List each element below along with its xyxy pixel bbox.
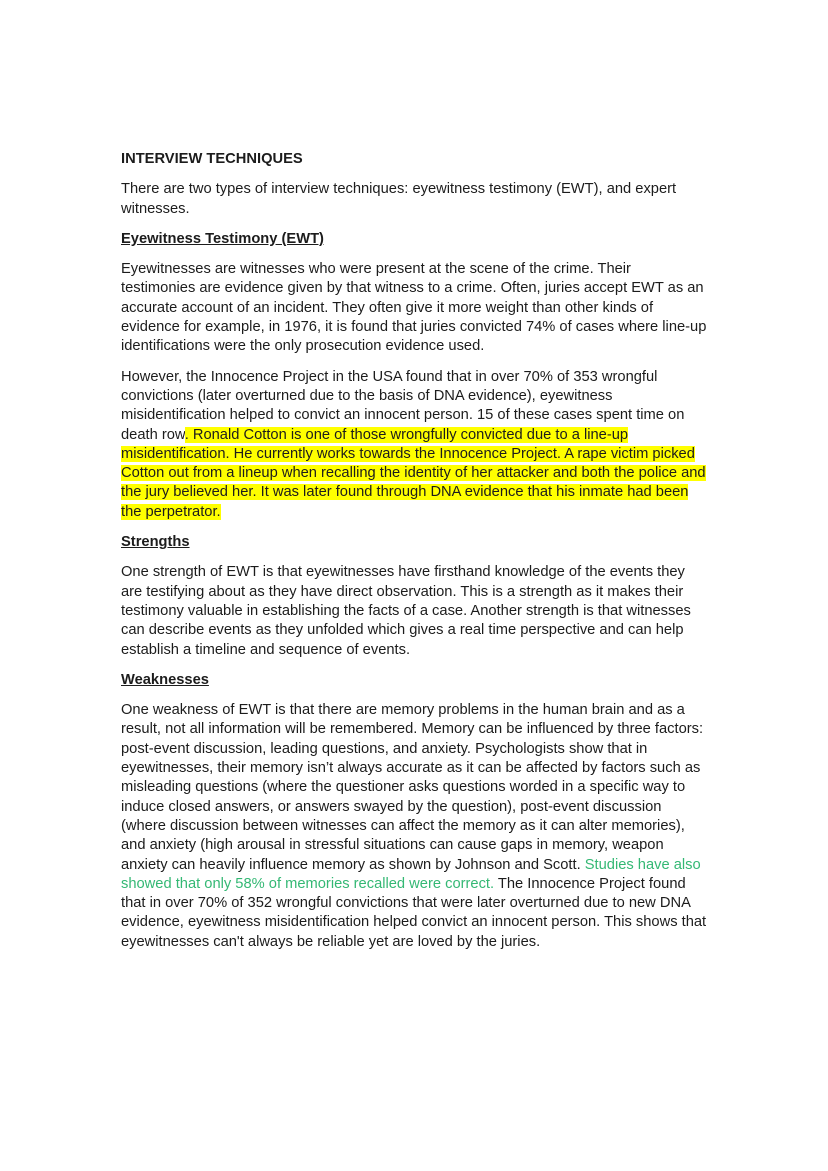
heading-weaknesses: Weaknesses (121, 671, 209, 688)
paragraph-strengths: One strength of EWT is that eyewitnesses have firsthand knowledge of the events they are testifying about as they have direct observation. This is a strength as it makes their testimony valuable in establishing the facts of a case. Another strength is that witnesses can describe events as they unfolded which gives a real time perspective and can help establish a timeline and sequence of events. (121, 564, 691, 658)
innocence-highlighted-text: . Ronald Cotton is one of those wrongfully convicted due to a line-up misidentification. He currently works towards the Innocence Project. A rape victim picked Cotton out from a lineup when recalling the identity of her attacker and both the police and the jury believed her. It was later found through DNA evidence that his inmate had been the perpetrator. (121, 426, 706, 520)
paragraph-weaknesses (121, 701, 708, 952)
paragraph-eyewitnesses: Eyewitnesses are witnesses who were present at the scene of the crime. Their testimonies are evidence given by that witness to a crime. Often, juries accept EWT as an accurate account of an incident. They often give it more weight than other kinds of evidence for example, in 1976, it is found that juries convicted 74% of cases where line-up identifications were the only prosecution evidence used. (121, 261, 707, 355)
weaknesses-text-after-green: The Innocence Project found that in over 70% of 352 wrongful convictions that were later overturned due to new DNA evidence, eyewitness misidentification helped convict an innocent person. This shows that eyewitnesses can't always be reliable yet are loved by the juries. (121, 875, 707, 950)
weaknesses-text-before-green: One weakness of EWT is that there are memory problems in the human brain and as a result, not all information will be remembered. Memory can be influenced by three factors: post-event discussion, leading questions, and anxiety. Psychologists show that in eyewitnesses, their memory isn’t always accurate as it can be affected by factors such as misleading questions (where the questioner asks questions worded in a specific way to induce closed answers, or answers swayed by the question), post-event discussion (where discussion between witnesses can affect the memory as it can alter memories), and anxiety (high arousal in stressful situations can cause gaps in memory, weapon anxiety can heavily influence memory as shown by Johnson and Scott. (121, 702, 704, 873)
paragraph-innocence-project (121, 368, 708, 522)
heading-eyewitness-testimony: Eyewitness Testimony (EWT) (121, 230, 324, 247)
weaknesses-green-text: Studies have also showed that only 58% of memories recalled were correct. (121, 856, 701, 892)
heading-strengths: Strengths (121, 534, 190, 551)
document-content (121, 150, 708, 963)
doc-title: INTERVIEW TECHNIQUES (121, 151, 303, 167)
intro-paragraph: There are two types of interview techniques: eyewitness testimony (EWT), and expert witnesses. (121, 181, 677, 217)
innocence-normal-text: However, the Innocence Project in the USA found that in over 70% of 353 wrongful convictions (later overturned due to the basis of DNA evidence), eyewitness misidentification helped to convict an innocent person. 15 of these cases spent time on death row (121, 368, 685, 443)
